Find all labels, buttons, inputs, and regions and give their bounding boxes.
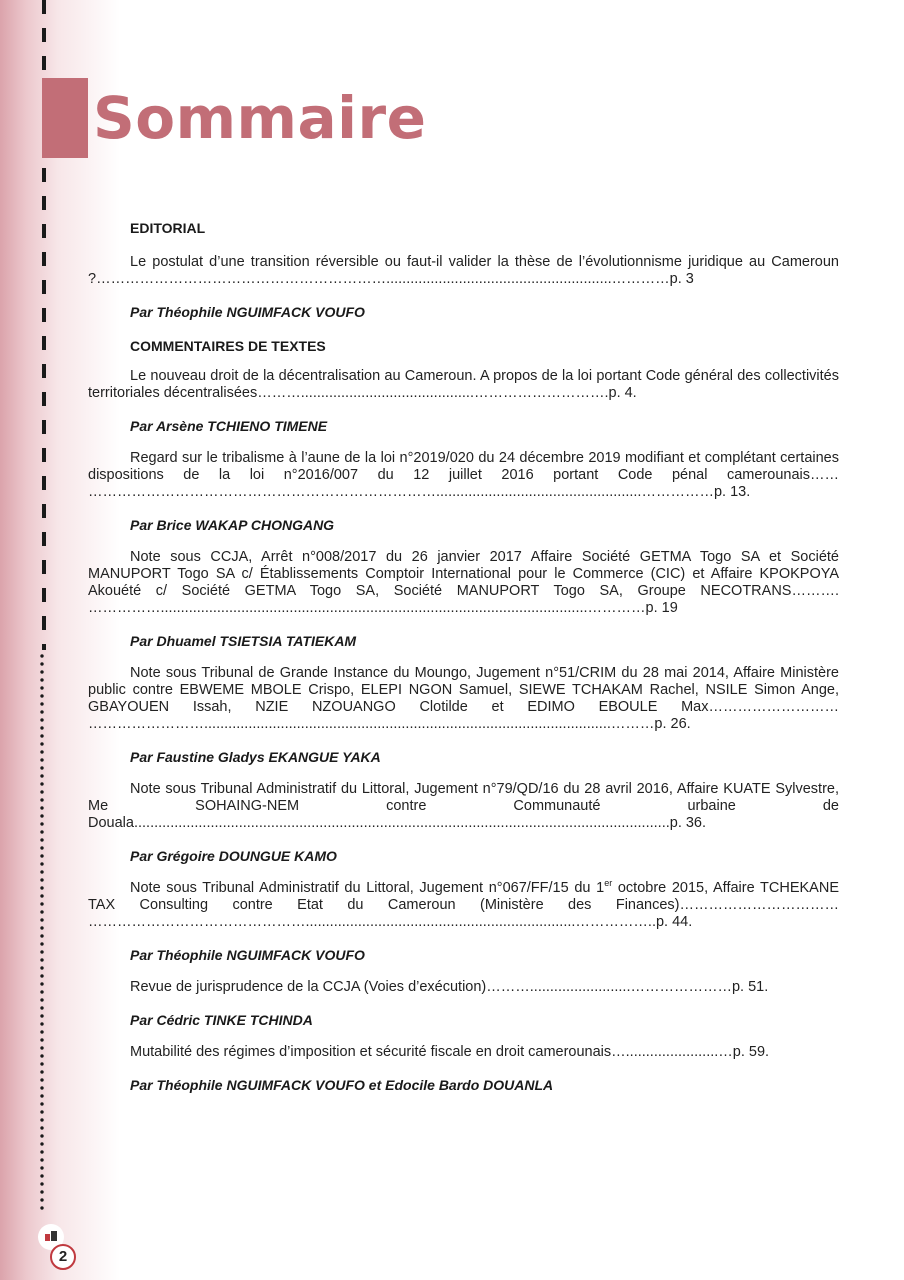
toc-section-commentaires: COMMENTAIRES DE TEXTES	[130, 338, 326, 354]
toc-entry-ta-kuate: Note sous Tribunal Administratif du Littoral, Jugement n°79/QD/16 du 28 avril 2016, Affaire KUATE Sylvestre, Me SOHAING-NEM contre Communauté urbaine de Douala.....................................................................................................................................p. 36.	[88, 781, 839, 831]
toc-author: Par Brice WAKAP CHONGANG	[130, 517, 335, 533]
ordinal-superscript: er	[604, 878, 613, 889]
toc-author: Par Théophile NGUIMFACK VOUFO	[130, 304, 365, 320]
toc-section-editorial: EDITORIAL	[130, 220, 206, 236]
toc-entry-fiscalite: Mutabilité des régimes d’imposition et sécurité fiscale en droit camerounais….......................…p. 59.	[130, 1044, 770, 1060]
logo-red-mark	[45, 1234, 50, 1241]
toc-entry-editorial: Le postulat d’une transition réversible ou faut-il valider la thèse de l’évolutionnisme juridique au Cameroun ?……………………………………………………........................................................…………p. 3	[88, 254, 839, 287]
toc-author: Par Dhuamel TSIETSIA TATIEKAM	[130, 633, 357, 649]
toc-author: Par Faustine Gladys EKANGUE YAKA	[130, 749, 381, 765]
toc-entry-tgi-moungo: Note sous Tribunal de Grande Instance du Moungo, Jugement n°51/CRIM du 28 mai 2014, Affaire Ministère public contre EBWEME MBOLE Crispo, ELEPI NGON Samuel, SIEWE TCHAKAM Rachel, NSILE Simon Ange, GBAYOUEN Issah, NZIE NZOUANGO Clotilde et EDIMO EBOULE Max……………………… …………………….....................................................................................................………p. 26.	[88, 665, 839, 732]
table-of-contents	[88, 218, 839, 1095]
toc-entry-revue-ccja: Revue de jurisprudence de la CCJA (Voies d’exécution)……….........................…………………p. 51.	[130, 979, 769, 995]
entry-text: octobre 2015, Affaire TCHEKANE TAX Consulting contre Etat du Cameroun (Ministère des Finances)…………………………… ………………………………………...................................................................……………..p. 44.	[88, 880, 839, 930]
toc-entry-ta-tchekane	[88, 880, 839, 931]
toc-entry-ccja-getma: Note sous CCJA, Arrêt n°008/2017 du 26 janvier 2017 Affaire Société GETMA Togo SA et Société MANUPORT Togo SA c/ Établissements Comptoir International pour le Commerce (CIC) et Affaire KPOKPOYA Akouété c/ Société GETMA Togo SA, Société MANUPORT Togo SA, Groupe NECOTRANS………. ……………..........................................................................................................…………p. 19	[88, 549, 839, 616]
entry-text: Note sous Tribunal Administratif du Littoral, Jugement n°067/FF/15 du 1	[130, 880, 605, 896]
toc-entry-tribalisme: Regard sur le tribalisme à l’aune de la loi n°2019/020 du 24 décembre 2019 modifiant et complétant certaines dispositions de la loi n°2016/007 du 12 juillet 2016 portant Code pénal camerounais…… ………………………………………………………………...................................................……………p. 13.	[88, 450, 839, 500]
title-accent-block	[42, 78, 88, 158]
toc-author: Par Arsène TCHIENO TIMENE	[130, 418, 328, 434]
toc-author: Par Théophile NGUIMFACK VOUFO et Edocile Bardo DOUANLA	[130, 1077, 554, 1093]
page-number: 2	[50, 1244, 76, 1270]
toc-author: Par Grégoire DOUNGUE KAMO	[130, 848, 337, 864]
toc-entry-decentralisation: Le nouveau droit de la décentralisation au Cameroun. A propos de la loi portant Code général des collectivités territoriales décentralisées………...........................................……………………….p. 4.	[88, 368, 839, 401]
dotted-margin-line	[40, 652, 44, 1212]
toc-author: Par Cédric TINKE TCHINDA	[130, 1012, 313, 1028]
logo-dark-mark	[51, 1231, 57, 1241]
toc-author: Par Théophile NGUIMFACK VOUFO	[130, 947, 365, 963]
page-title: Sommaire	[93, 84, 427, 152]
